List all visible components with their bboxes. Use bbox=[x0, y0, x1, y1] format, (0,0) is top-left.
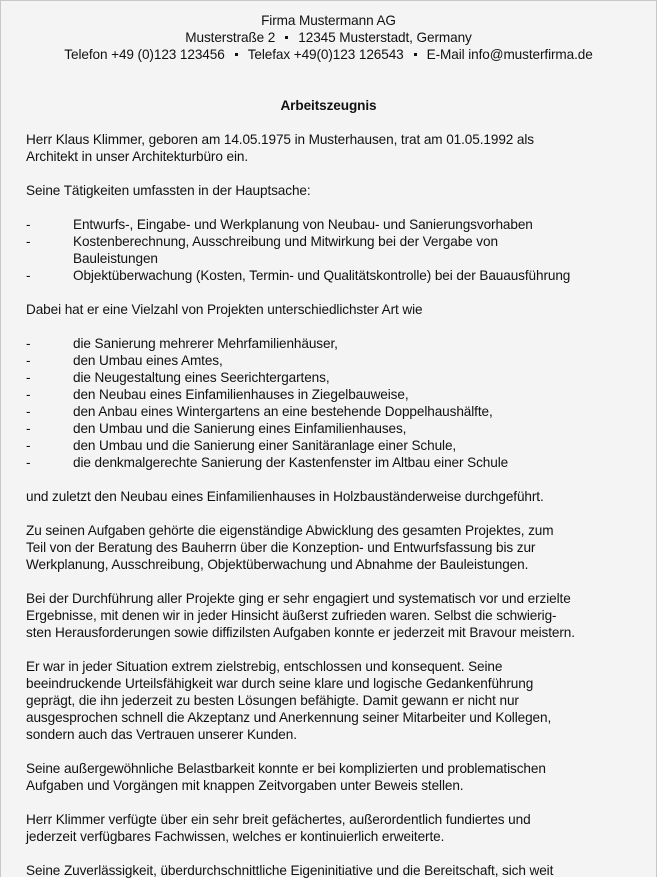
tasks-heading: Seine Tätigkeiten umfassten in der Hauptsache: bbox=[26, 183, 311, 198]
text-line: jederzeit verfügbares Fachwissen, welches er kontinuierlich erweiterte. bbox=[26, 829, 445, 844]
contact-line bbox=[1, 46, 656, 63]
projects-list bbox=[26, 335, 636, 471]
city: 12345 Musterstadt, Germany bbox=[298, 30, 472, 45]
list-item-text: den Umbau eines Amtes, bbox=[73, 353, 223, 368]
list-item bbox=[26, 403, 636, 420]
company-name: Firma Mustermann AG bbox=[261, 13, 396, 28]
dash-bullet-icon: - bbox=[26, 404, 31, 419]
projects-closing: und zuletzt den Neubau eines Einfamilienhauses in Holzbauständerweise durchgeführt. bbox=[26, 489, 544, 504]
text-line: Architekt in unser Architekturbüro ein. bbox=[26, 149, 249, 164]
text-line: Seine außergewöhnliche Belastbarkeit konnte er bei komplizierten und problematischen bbox=[26, 761, 546, 776]
text-line: Ergebnisse, mit denen wir in jeder Hinsicht äußerst zufrieden waren. Selbst die schwierig- bbox=[26, 608, 557, 623]
phone: Telefon +49 (0)123 123456 bbox=[64, 47, 225, 62]
text-line: Bei der Durchführung aller Projekte ging er sehr engagiert und systematisch vor und erzielte bbox=[26, 591, 571, 606]
intro-paragraph bbox=[26, 131, 636, 165]
text-line: sondern auch das Vertrauen unserer Kunden. bbox=[26, 727, 297, 742]
text-line: Seine Zuverlässigkeit, überdurchschnittliche Eigeninitiative und die Bereitschaft, sich weit bbox=[26, 863, 554, 878]
text-line: ausgesprochen schnell die Akzeptanz und Anerkennung seiner Mitarbeiter und Kollegen, bbox=[26, 710, 552, 725]
dash-bullet-icon: - bbox=[26, 370, 31, 385]
street: Musterstraße 2 bbox=[185, 30, 276, 45]
list-item bbox=[26, 216, 636, 233]
separator-dot-icon bbox=[414, 53, 417, 56]
separator-dot-icon bbox=[235, 53, 238, 56]
paragraph-expertise bbox=[26, 811, 636, 845]
dash-bullet-icon: - bbox=[26, 353, 31, 368]
list-item bbox=[26, 233, 636, 267]
paragraph-character bbox=[26, 658, 636, 743]
paragraph-performance bbox=[26, 590, 636, 641]
document-title: Arbeitszeugnis bbox=[280, 98, 377, 113]
dash-bullet-icon: - bbox=[26, 421, 31, 436]
text-line: Objektüberwachung (Kosten, Termin- und Qualitätskontrolle) bei der Bauausführung bbox=[73, 268, 571, 283]
text-line: Er war in jeder Situation extrem zielstrebig, entschlossen und konsequent. Seine bbox=[26, 659, 503, 674]
list-item bbox=[26, 420, 636, 437]
dash-bullet-icon: - bbox=[26, 438, 31, 453]
text-line: beeindruckende Urteilsfähigkeit war durch seine klare und logische Gedankenführung bbox=[26, 676, 534, 691]
dash-bullet-icon: - bbox=[26, 387, 31, 402]
dash-bullet-icon: - bbox=[26, 234, 31, 249]
document-body bbox=[26, 131, 636, 896]
list-item bbox=[26, 454, 636, 471]
list-item-text: den Umbau und die Sanierung einer Sanitäranlage einer Schule, bbox=[73, 438, 457, 453]
list-item-text: den Neubau eines Einfamilienhauses in Ziegelbauweise, bbox=[73, 387, 409, 402]
text-line: Entwurfs-, Eingabe- und Werkplanung von Neubau- und Sanierungsvorhaben bbox=[73, 217, 533, 232]
address-line bbox=[1, 29, 656, 46]
text-line: Zu seinen Aufgaben gehörte die eigenständige Abwicklung des gesamten Projektes, zum bbox=[26, 523, 554, 538]
letterhead bbox=[1, 12, 656, 63]
paragraph-resilience bbox=[26, 760, 636, 794]
fax: Telefax +49(0)123 126543 bbox=[247, 47, 404, 62]
paragraph-responsibilities bbox=[26, 522, 636, 573]
list-item-text: die Neugestaltung eines Seerichtergartens, bbox=[73, 370, 330, 385]
projects-heading: Dabei hat er eine Vielzahl von Projekten unterschiedlichster Art wie bbox=[26, 302, 423, 317]
tasks-list bbox=[26, 216, 636, 284]
separator-dot-icon bbox=[285, 36, 288, 39]
list-item bbox=[26, 369, 636, 386]
text-line: sten Herausforderungen sowie diffizilsten Aufgaben konnte er jederzeit mit Bravour meistern. bbox=[26, 625, 575, 640]
list-item bbox=[26, 352, 636, 369]
list-item-text: den Umbau und die Sanierung eines Einfamilienhauses, bbox=[73, 421, 407, 436]
list-item-text: die Sanierung mehrerer Mehrfamilienhäuser, bbox=[73, 336, 338, 351]
text-line: Werkplanung, Ausschreibung, Objektüberwachung und Abnahme der Bauleistungen. bbox=[26, 557, 529, 572]
text-line: Teil von der Beratung des Bauherrn über die Konzeption- und Entwurfsfassung bis zur bbox=[26, 540, 536, 555]
list-item bbox=[26, 437, 636, 454]
list-item-text: den Anbau eines Wintergartens an eine bestehende Doppelhaushälfte, bbox=[73, 404, 493, 419]
dash-bullet-icon: - bbox=[26, 336, 31, 351]
email: E-Mail info@musterfirma.de bbox=[426, 47, 593, 62]
text-line: geprägt, die ihn jederzeit zu besten Lösungen befähigte. Damit gewann er nicht nur bbox=[26, 693, 519, 708]
text-line: Bauleistungen bbox=[73, 251, 158, 266]
paragraph-reliability bbox=[26, 862, 636, 879]
dash-bullet-icon: - bbox=[26, 455, 31, 470]
list-item bbox=[26, 386, 636, 403]
list-item bbox=[26, 335, 636, 352]
dash-bullet-icon: - bbox=[26, 217, 31, 232]
list-item bbox=[26, 267, 636, 284]
text-line: Herr Klaus Klimmer, geboren am 14.05.1975 in Musterhausen, trat am 01.05.1992 als bbox=[26, 132, 534, 147]
text-line: Aufgaben und Vorgängen mit knappen Zeitvorgaben unter Beweis stellen. bbox=[26, 778, 464, 793]
dash-bullet-icon: - bbox=[26, 268, 31, 283]
list-item-text: die denkmalgerechte Sanierung der Kastenfenster im Altbau einer Schule bbox=[73, 455, 509, 470]
text-line: Kostenberechnung, Ausschreibung und Mitwirkung bei der Vergabe von bbox=[73, 234, 498, 249]
text-line: Herr Klimmer verfügte über ein sehr breit gefächertes, außerordentlich fundiertes und bbox=[26, 812, 531, 827]
